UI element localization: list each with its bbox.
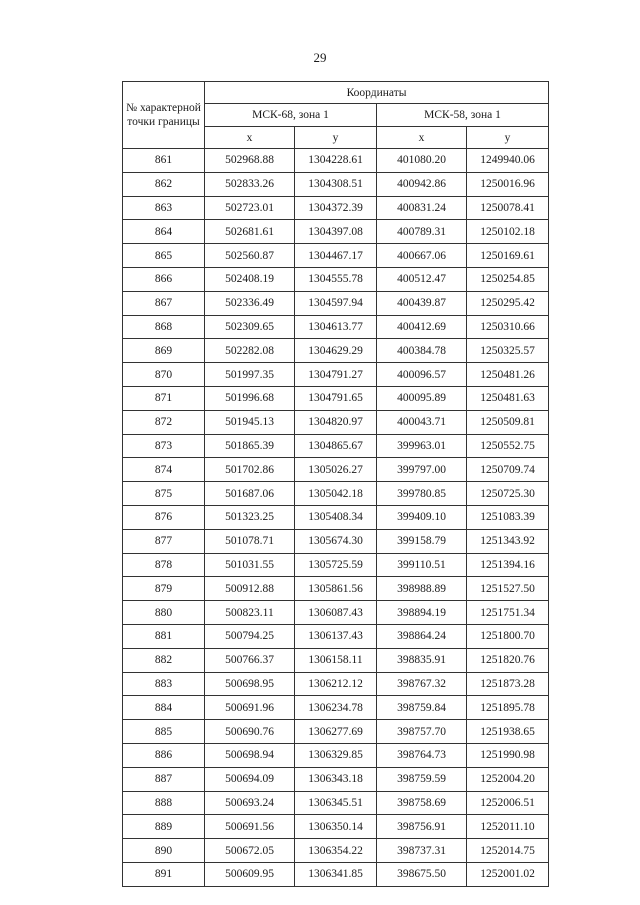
msk58-y-cell: 1250102.18 <box>467 220 549 244</box>
msk68-y-cell: 1306329.85 <box>295 743 377 767</box>
table-row <box>123 601 549 625</box>
system-header-msk68: МСК-68, зона 1 <box>205 104 377 127</box>
table-row <box>123 434 549 458</box>
msk68-x-cell: 500691.56 <box>205 815 295 839</box>
msk68-y-cell: 1306350.14 <box>295 815 377 839</box>
msk68-x-cell: 502408.19 <box>205 267 295 291</box>
coordinates-header: Координаты <box>205 82 549 104</box>
msk58-x-cell: 401080.20 <box>377 149 467 173</box>
msk68-x-cell: 501865.39 <box>205 434 295 458</box>
point-number-cell: 863 <box>123 196 205 220</box>
msk68-y-cell: 1304820.97 <box>295 410 377 434</box>
point-number-cell: 868 <box>123 315 205 339</box>
point-number-cell: 885 <box>123 720 205 744</box>
msk58-y-cell: 1251083.39 <box>467 505 549 529</box>
point-number-cell: 861 <box>123 149 205 173</box>
point-number-cell: 883 <box>123 672 205 696</box>
point-number-cell: 879 <box>123 577 205 601</box>
table-row <box>123 529 549 553</box>
msk58-x-cell: 398675.50 <box>377 862 467 886</box>
msk68-x-cell: 502336.49 <box>205 291 295 315</box>
msk68-x-cell: 500698.95 <box>205 672 295 696</box>
table-row <box>123 244 549 268</box>
msk68-x-cell: 502833.26 <box>205 172 295 196</box>
msk58-y-cell: 1251751.34 <box>467 601 549 625</box>
point-number-header: № характерной точки границы <box>123 82 205 149</box>
msk58-y-cell: 1251938.65 <box>467 720 549 744</box>
msk68-y-cell: 1305725.59 <box>295 553 377 577</box>
msk68-y-cell: 1305026.27 <box>295 458 377 482</box>
point-number-cell: 889 <box>123 815 205 839</box>
point-number-cell: 886 <box>123 743 205 767</box>
msk58-y-cell: 1250481.63 <box>467 386 549 410</box>
msk68-y-cell: 1304555.78 <box>295 267 377 291</box>
table-row <box>123 624 549 648</box>
point-number-cell: 884 <box>123 696 205 720</box>
point-number-cell: 866 <box>123 267 205 291</box>
axis-header-y: y <box>295 127 377 149</box>
msk68-y-cell: 1304791.65 <box>295 386 377 410</box>
table-row <box>123 648 549 672</box>
table-row <box>123 815 549 839</box>
table-row <box>123 315 549 339</box>
table-row <box>123 505 549 529</box>
msk68-x-cell: 500609.95 <box>205 862 295 886</box>
msk58-y-cell: 1251394.16 <box>467 553 549 577</box>
msk68-y-cell: 1304308.51 <box>295 172 377 196</box>
point-number-cell: 873 <box>123 434 205 458</box>
point-number-cell: 867 <box>123 291 205 315</box>
msk68-x-cell: 500766.37 <box>205 648 295 672</box>
msk68-x-cell: 500823.11 <box>205 601 295 625</box>
msk68-x-cell: 501031.55 <box>205 553 295 577</box>
msk58-y-cell: 1250325.57 <box>467 339 549 363</box>
msk68-y-cell: 1304372.39 <box>295 196 377 220</box>
msk68-x-cell: 502560.87 <box>205 244 295 268</box>
msk68-x-cell: 501078.71 <box>205 529 295 553</box>
point-number-cell: 887 <box>123 767 205 791</box>
table-row <box>123 363 549 387</box>
msk68-x-cell: 500912.88 <box>205 577 295 601</box>
table-row <box>123 172 549 196</box>
msk68-x-cell: 500672.05 <box>205 839 295 863</box>
point-number-cell: 891 <box>123 862 205 886</box>
msk68-x-cell: 502968.88 <box>205 149 295 173</box>
msk58-x-cell: 400384.78 <box>377 339 467 363</box>
msk58-x-cell: 398988.89 <box>377 577 467 601</box>
msk68-y-cell: 1306343.18 <box>295 767 377 791</box>
msk58-y-cell: 1250481.26 <box>467 363 549 387</box>
point-number-cell: 865 <box>123 244 205 268</box>
msk58-y-cell: 1249940.06 <box>467 149 549 173</box>
msk58-y-cell: 1252001.02 <box>467 862 549 886</box>
msk68-y-cell: 1306277.69 <box>295 720 377 744</box>
msk68-x-cell: 501323.25 <box>205 505 295 529</box>
msk58-y-cell: 1250509.81 <box>467 410 549 434</box>
msk58-y-cell: 1250552.75 <box>467 434 549 458</box>
msk58-x-cell: 400667.06 <box>377 244 467 268</box>
msk58-y-cell: 1250709.74 <box>467 458 549 482</box>
msk68-y-cell: 1306158.11 <box>295 648 377 672</box>
point-number-cell: 881 <box>123 624 205 648</box>
msk58-x-cell: 398737.31 <box>377 839 467 863</box>
table-row <box>123 291 549 315</box>
msk58-y-cell: 1252014.75 <box>467 839 549 863</box>
msk58-x-cell: 400096.57 <box>377 363 467 387</box>
point-number-cell: 875 <box>123 482 205 506</box>
page-number: 29 <box>313 50 327 65</box>
msk58-x-cell: 398894.19 <box>377 601 467 625</box>
msk58-x-cell: 398758.69 <box>377 791 467 815</box>
msk68-x-cell: 502309.65 <box>205 315 295 339</box>
msk68-x-cell: 502282.08 <box>205 339 295 363</box>
axis-header-x: x <box>377 127 467 149</box>
msk58-x-cell: 400831.24 <box>377 196 467 220</box>
point-number-cell: 888 <box>123 791 205 815</box>
msk58-x-cell: 400789.31 <box>377 220 467 244</box>
msk68-y-cell: 1304629.29 <box>295 339 377 363</box>
msk68-y-cell: 1306341.85 <box>295 862 377 886</box>
msk68-x-cell: 500698.94 <box>205 743 295 767</box>
msk58-x-cell: 399158.79 <box>377 529 467 553</box>
msk68-x-cell: 500691.96 <box>205 696 295 720</box>
msk58-x-cell: 400439.87 <box>377 291 467 315</box>
msk58-y-cell: 1252011.10 <box>467 815 549 839</box>
msk68-y-cell: 1305861.56 <box>295 577 377 601</box>
msk68-y-cell: 1306137.43 <box>295 624 377 648</box>
msk68-y-cell: 1305042.18 <box>295 482 377 506</box>
msk58-y-cell: 1250078.41 <box>467 196 549 220</box>
msk58-y-cell: 1251800.70 <box>467 624 549 648</box>
msk58-y-cell: 1250169.61 <box>467 244 549 268</box>
msk58-x-cell: 400942.86 <box>377 172 467 196</box>
table-row <box>123 482 549 506</box>
point-number-cell: 864 <box>123 220 205 244</box>
table-row <box>123 267 549 291</box>
point-number-cell: 874 <box>123 458 205 482</box>
msk58-x-cell: 400512.47 <box>377 267 467 291</box>
msk68-x-cell: 501702.86 <box>205 458 295 482</box>
point-number-cell: 871 <box>123 386 205 410</box>
msk58-x-cell: 400412.69 <box>377 315 467 339</box>
msk68-x-cell: 501945.13 <box>205 410 295 434</box>
msk68-y-cell: 1304865.67 <box>295 434 377 458</box>
table-row <box>123 577 549 601</box>
msk58-x-cell: 399780.85 <box>377 482 467 506</box>
msk58-x-cell: 399797.00 <box>377 458 467 482</box>
table-row <box>123 196 549 220</box>
msk68-y-cell: 1304791.27 <box>295 363 377 387</box>
msk58-y-cell: 1251820.76 <box>467 648 549 672</box>
table-row <box>123 149 549 173</box>
msk58-y-cell: 1251343.92 <box>467 529 549 553</box>
table-row <box>123 553 549 577</box>
msk68-x-cell: 501997.35 <box>205 363 295 387</box>
msk58-x-cell: 399963.01 <box>377 434 467 458</box>
point-number-cell: 872 <box>123 410 205 434</box>
msk68-y-cell: 1306354.22 <box>295 839 377 863</box>
msk58-x-cell: 398764.73 <box>377 743 467 767</box>
msk58-y-cell: 1250725.30 <box>467 482 549 506</box>
table-row <box>123 220 549 244</box>
axis-header-y: y <box>467 127 549 149</box>
msk68-x-cell: 500794.25 <box>205 624 295 648</box>
msk68-y-cell: 1305674.30 <box>295 529 377 553</box>
coordinates-table <box>122 81 549 887</box>
msk58-y-cell: 1250016.96 <box>467 172 549 196</box>
msk68-y-cell: 1306087.43 <box>295 601 377 625</box>
msk68-x-cell: 500693.24 <box>205 791 295 815</box>
point-number-cell: 877 <box>123 529 205 553</box>
msk58-y-cell: 1250295.42 <box>467 291 549 315</box>
msk58-x-cell: 399409.10 <box>377 505 467 529</box>
msk58-y-cell: 1251990.98 <box>467 743 549 767</box>
msk58-x-cell: 398759.59 <box>377 767 467 791</box>
msk58-x-cell: 398757.70 <box>377 720 467 744</box>
msk68-x-cell: 501996.68 <box>205 386 295 410</box>
table-row <box>123 862 549 886</box>
msk58-x-cell: 398835.91 <box>377 648 467 672</box>
msk58-x-cell: 400043.71 <box>377 410 467 434</box>
msk68-y-cell: 1304397.08 <box>295 220 377 244</box>
point-number-cell: 878 <box>123 553 205 577</box>
axis-header-x: x <box>205 127 295 149</box>
msk58-y-cell: 1251527.50 <box>467 577 549 601</box>
table-row <box>123 743 549 767</box>
msk58-y-cell: 1251873.28 <box>467 672 549 696</box>
msk68-y-cell: 1305408.34 <box>295 505 377 529</box>
msk68-x-cell: 501687.06 <box>205 482 295 506</box>
table-row <box>123 696 549 720</box>
msk58-x-cell: 398767.32 <box>377 672 467 696</box>
msk68-y-cell: 1304613.77 <box>295 315 377 339</box>
msk58-y-cell: 1252004.20 <box>467 767 549 791</box>
msk58-y-cell: 1251895.78 <box>467 696 549 720</box>
table-row <box>123 410 549 434</box>
msk58-x-cell: 398864.24 <box>377 624 467 648</box>
point-number-cell: 882 <box>123 648 205 672</box>
msk68-x-cell: 502723.01 <box>205 196 295 220</box>
msk58-x-cell: 398756.91 <box>377 815 467 839</box>
point-number-cell: 876 <box>123 505 205 529</box>
point-number-cell: 890 <box>123 839 205 863</box>
system-header-msk58: МСК-58, зона 1 <box>377 104 549 127</box>
table-row <box>123 720 549 744</box>
msk58-y-cell: 1250310.66 <box>467 315 549 339</box>
table-row <box>123 767 549 791</box>
msk58-x-cell: 400095.89 <box>377 386 467 410</box>
point-number-cell: 862 <box>123 172 205 196</box>
point-number-cell: 870 <box>123 363 205 387</box>
msk58-x-cell: 398759.84 <box>377 696 467 720</box>
table-row <box>123 839 549 863</box>
msk68-y-cell: 1306234.78 <box>295 696 377 720</box>
msk58-x-cell: 399110.51 <box>377 553 467 577</box>
table-row <box>123 386 549 410</box>
msk68-x-cell: 502681.61 <box>205 220 295 244</box>
point-number-cell: 869 <box>123 339 205 363</box>
table-row <box>123 458 549 482</box>
table-row <box>123 672 549 696</box>
table-row <box>123 339 549 363</box>
table-body <box>123 149 549 887</box>
msk68-y-cell: 1304228.61 <box>295 149 377 173</box>
msk68-y-cell: 1304467.17 <box>295 244 377 268</box>
point-number-cell: 880 <box>123 601 205 625</box>
msk68-y-cell: 1304597.94 <box>295 291 377 315</box>
msk68-y-cell: 1306345.51 <box>295 791 377 815</box>
msk58-y-cell: 1250254.85 <box>467 267 549 291</box>
msk68-y-cell: 1306212.12 <box>295 672 377 696</box>
msk68-x-cell: 500690.76 <box>205 720 295 744</box>
table-row <box>123 791 549 815</box>
msk58-y-cell: 1252006.51 <box>467 791 549 815</box>
msk68-x-cell: 500694.09 <box>205 767 295 791</box>
